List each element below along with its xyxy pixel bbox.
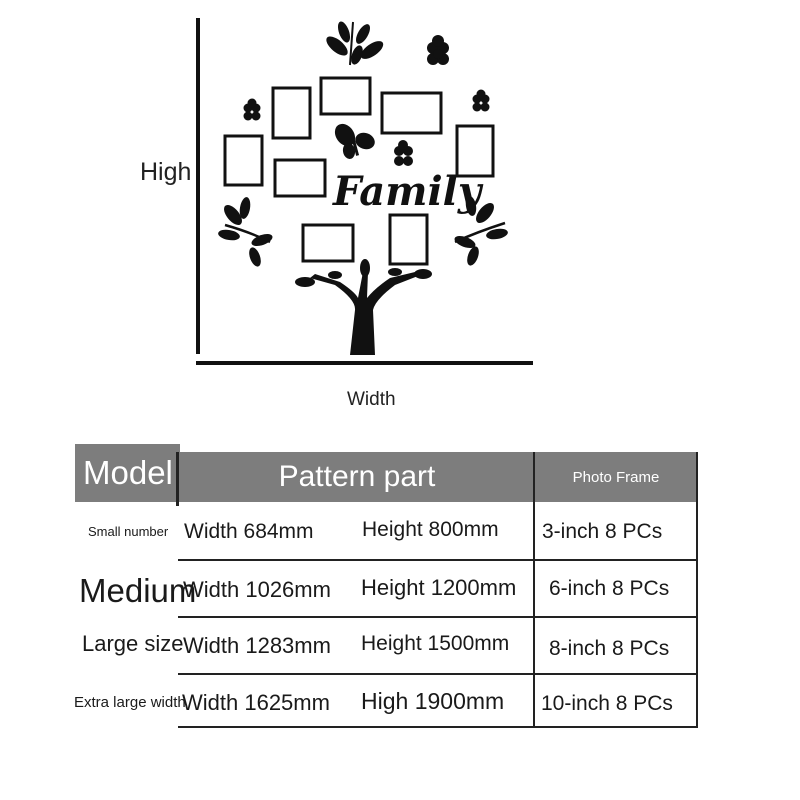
table-divider: [178, 559, 698, 561]
flower-icon: [473, 90, 490, 112]
flower-icon: [244, 99, 261, 121]
row-model: Large size: [82, 631, 184, 656]
height-label: High: [140, 158, 192, 186]
table-divider: [178, 673, 698, 675]
flower-icon: [394, 140, 413, 166]
row-frame: 3-inch 8 PCs: [542, 520, 663, 543]
row-height: Height 1200mm: [361, 575, 517, 600]
height-axis-line: [196, 18, 200, 354]
row-model: Small number: [88, 523, 169, 539]
row-frame: 8-inch 8 PCs: [549, 637, 670, 660]
top-sprig-icon: [323, 20, 386, 66]
row-frame: 6-inch 8 PCs: [549, 577, 670, 600]
width-axis-line: [196, 361, 533, 365]
row-model: Extra large width: [74, 693, 186, 711]
table-divider: [178, 726, 698, 728]
row-width: Width 684mm: [184, 520, 314, 543]
photo-frame-header: Photo Frame: [535, 452, 697, 502]
family-text: Family: [333, 168, 482, 215]
table-divider: [696, 452, 698, 728]
tree-trunk-icon: [295, 259, 432, 355]
table-divider: [176, 452, 179, 506]
butterfly-icon: [331, 120, 377, 160]
flower-icon: [427, 35, 449, 65]
row-height: Height 1500mm: [361, 632, 510, 655]
table-divider: [178, 616, 698, 618]
table-divider: [533, 452, 535, 728]
row-height: Height 800mm: [362, 518, 499, 541]
pattern-part-header: Pattern part: [180, 452, 534, 502]
family-tree-wall-art: [215, 10, 525, 360]
row-model: Medium: [79, 572, 197, 609]
model-header: Model: [75, 444, 180, 502]
row-width: Width 1283mm: [183, 633, 331, 658]
width-label: Width: [347, 389, 396, 410]
row-width: Width 1026mm: [183, 577, 331, 602]
row-height: High 1900mm: [361, 687, 505, 714]
row-width: Width 1625mm: [182, 690, 330, 715]
row-frame: 10-inch 8 PCs: [541, 692, 673, 715]
